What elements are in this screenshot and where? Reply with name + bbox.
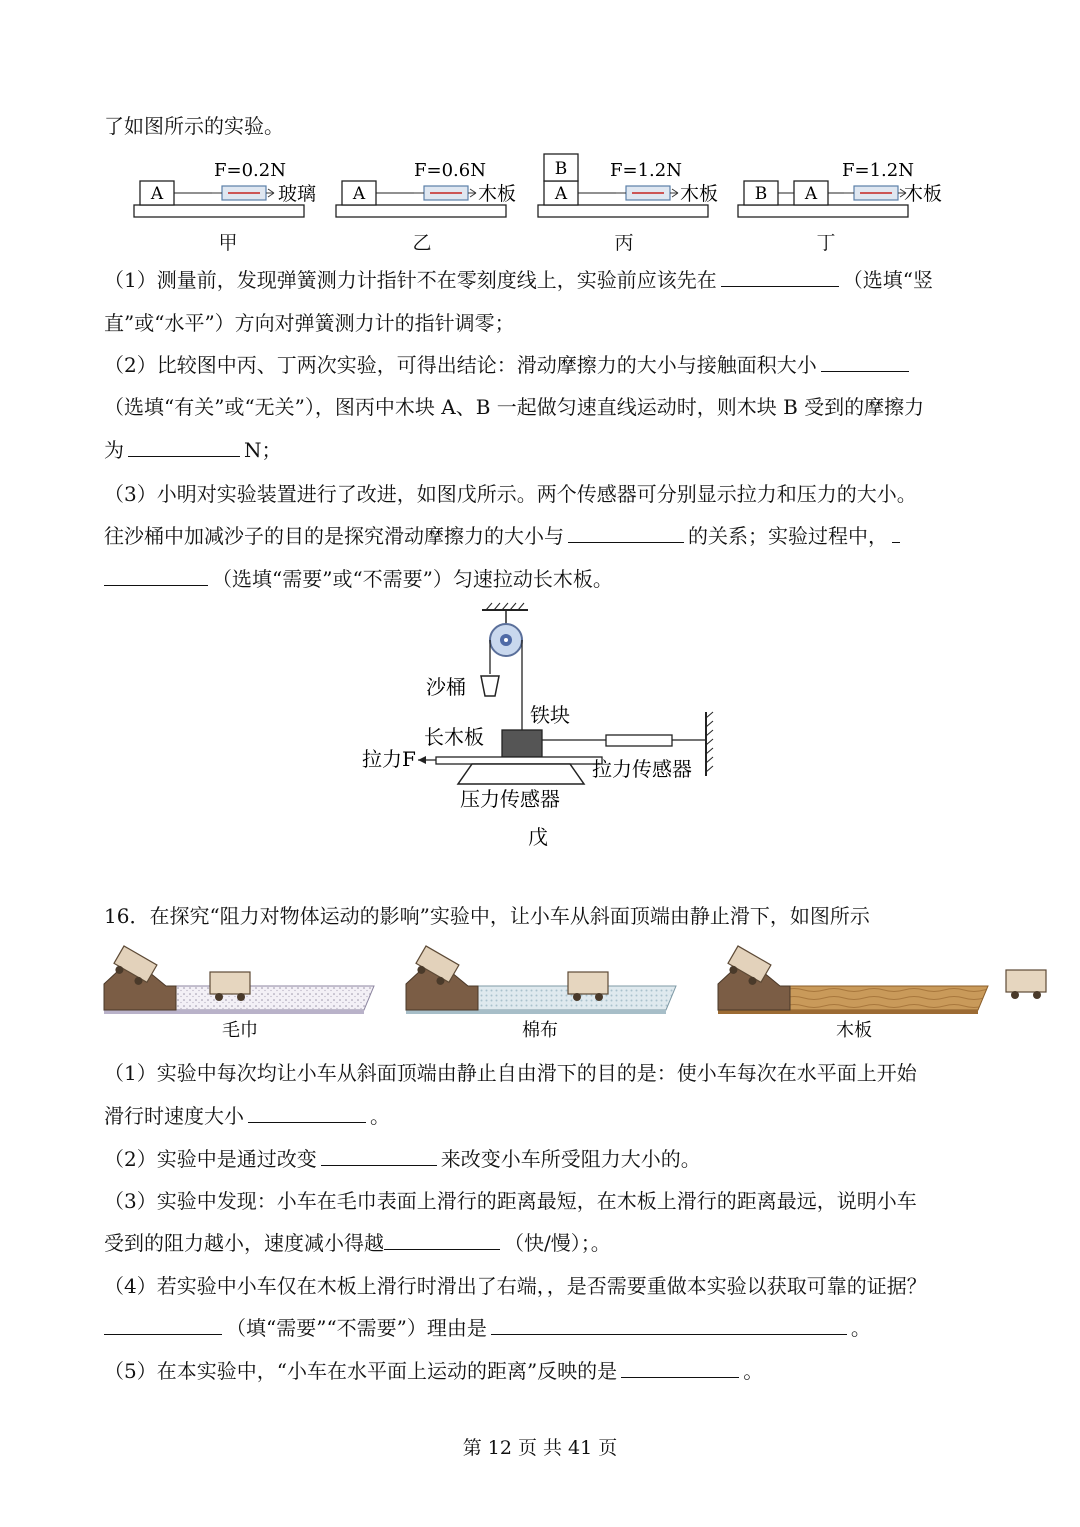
q16-stem: 16．在探究“阻力对物体运动的影响”实验中，让小车从斜面顶端由静止滑下，如图所示 [104, 904, 870, 928]
block-b-label: B [754, 184, 768, 204]
surface-label: 木板 [478, 183, 517, 205]
sand-bucket-icon [481, 676, 499, 696]
surface-label: 玻璃 [278, 183, 317, 205]
page-footer: 第 12 页 共 41 页 [462, 1437, 618, 1459]
q16-p2: （2）实验中是通过改变 来改变小车所受阻力大小的。 [104, 1147, 701, 1171]
force-label: F=0.2N [214, 160, 286, 181]
wood-track [718, 946, 1046, 1014]
q15-intro-tail: 了如图所示的实验。 [104, 114, 284, 138]
block-a-label: A [804, 184, 818, 204]
answer-blank[interactable] [491, 1314, 847, 1335]
answer-blank[interactable] [384, 1229, 500, 1250]
q15-p2-line3: 为 N； [104, 438, 282, 462]
long-board [436, 757, 602, 764]
answer-blank[interactable] [104, 1314, 222, 1335]
pressure-sensor [458, 764, 584, 784]
caption-jia: 甲 [218, 232, 238, 254]
answer-blank[interactable] [821, 351, 909, 372]
cotton-label: 棉布 [522, 1020, 558, 1041]
panel-jia [134, 160, 316, 217]
panel-ding [738, 160, 942, 217]
answer-blank[interactable] [128, 436, 240, 457]
force-label: F=1.2N [610, 160, 682, 181]
tension-sensor-label: 拉力传感器 [592, 757, 692, 781]
force-label: F=0.6N [414, 160, 486, 181]
caption-wu: 戊 [528, 825, 548, 849]
panel-yi [336, 160, 516, 217]
answer-blank[interactable] [568, 522, 684, 543]
pull-force-label: 拉力F [362, 747, 416, 771]
q16-p5: （5）在本实验中，“小车在水平面上运动的距离”反映的是 。 [104, 1359, 764, 1383]
q15-p1-line2: 直”或“水平”）方向对弹簧测力计的指针调零； [104, 311, 515, 335]
answer-blank[interactable] [104, 565, 208, 586]
caption-bing: 丙 [614, 232, 634, 254]
answer-blank[interactable] [321, 1145, 437, 1166]
iron-block-label: 铁块 [530, 703, 570, 727]
q16-p4-line2: （填“需要”“不需要”）理由是 。 [104, 1314, 871, 1342]
wood-label: 木板 [836, 1020, 872, 1041]
q16-p4-line1: （4）若实验中小车仅在木板上滑行时滑出了右端，，是否需要重做本实验以获取可靠的证据？ [104, 1274, 927, 1298]
answer-blank[interactable] [621, 1357, 739, 1378]
friction-experiment-figure [130, 148, 943, 258]
towel-label: 毛巾 [222, 1020, 258, 1041]
q15-p3-line1: （3）小明对实验装置进行了改进，如图戊所示。两个传感器可分别显示拉力和压力的大小。 [104, 482, 917, 506]
q16-p3-line2: 受到的阻力越小，速度减小得越 （快/慢）；。 [104, 1231, 611, 1255]
block-a-label: A [352, 184, 366, 204]
answer-blank[interactable] [248, 1102, 366, 1123]
sand-bucket-label: 沙桶 [426, 675, 466, 699]
caption-ding: 丁 [816, 232, 836, 254]
caption-yi: 乙 [412, 232, 432, 254]
q16-p1-line2: 滑行时速度大小 。 [104, 1104, 390, 1128]
cotton-track [406, 946, 676, 1014]
block-a-label: A [554, 184, 568, 204]
q15-p3-line3: （选填“需要”或“不需要”）匀速拉动长木板。 [104, 565, 613, 593]
q16-p3-line1: （3）实验中发现：小车在毛巾表面上滑行的距离最短，在木板上滑行的距离最远，说明小车 [104, 1189, 917, 1213]
answer-blank[interactable] [892, 522, 900, 543]
block-a-label: A [150, 184, 164, 204]
surface-label: 木板 [680, 183, 719, 205]
q15-p2-line2: （选填“有关”或“无关”），图丙中木块 A、B 一起做匀速直线运动时，则木块 B 受到的摩擦力 [104, 395, 925, 419]
tension-sensor [606, 735, 672, 746]
iron-block [502, 730, 542, 757]
ramp-experiment-figure [104, 938, 1054, 1046]
q15-p3-line2: 往沙桶中加减沙子的目的是探究滑动摩擦力的大小与 的关系；实验过程中， [104, 522, 904, 550]
q15-p2-line1: （2）比较图中丙、丁两次实验，可得出结论：滑动摩擦力的大小与接触面积大小 [104, 351, 913, 379]
panel-bing [538, 154, 718, 217]
force-label: F=1.2N [842, 160, 914, 181]
block-b-label: B [554, 159, 568, 179]
answer-blank[interactable] [721, 266, 839, 287]
surface-label: 木板 [904, 183, 943, 205]
long-board-label: 长木板 [424, 725, 484, 749]
sensor-apparatus-figure [360, 600, 720, 860]
q16-p1-line1: （1）实验中每次均让小车从斜面顶端由静止自由滑下的目的是：使小车每次在水平面上开始 [104, 1061, 917, 1085]
pressure-sensor-label: 压力传感器 [460, 787, 560, 811]
towel-track [104, 946, 374, 1014]
q15-p1-line1: （1）测量前，发现弹簧测力计指针不在零刻度线上，实验前应该先在 （选填“竖 [104, 268, 933, 292]
